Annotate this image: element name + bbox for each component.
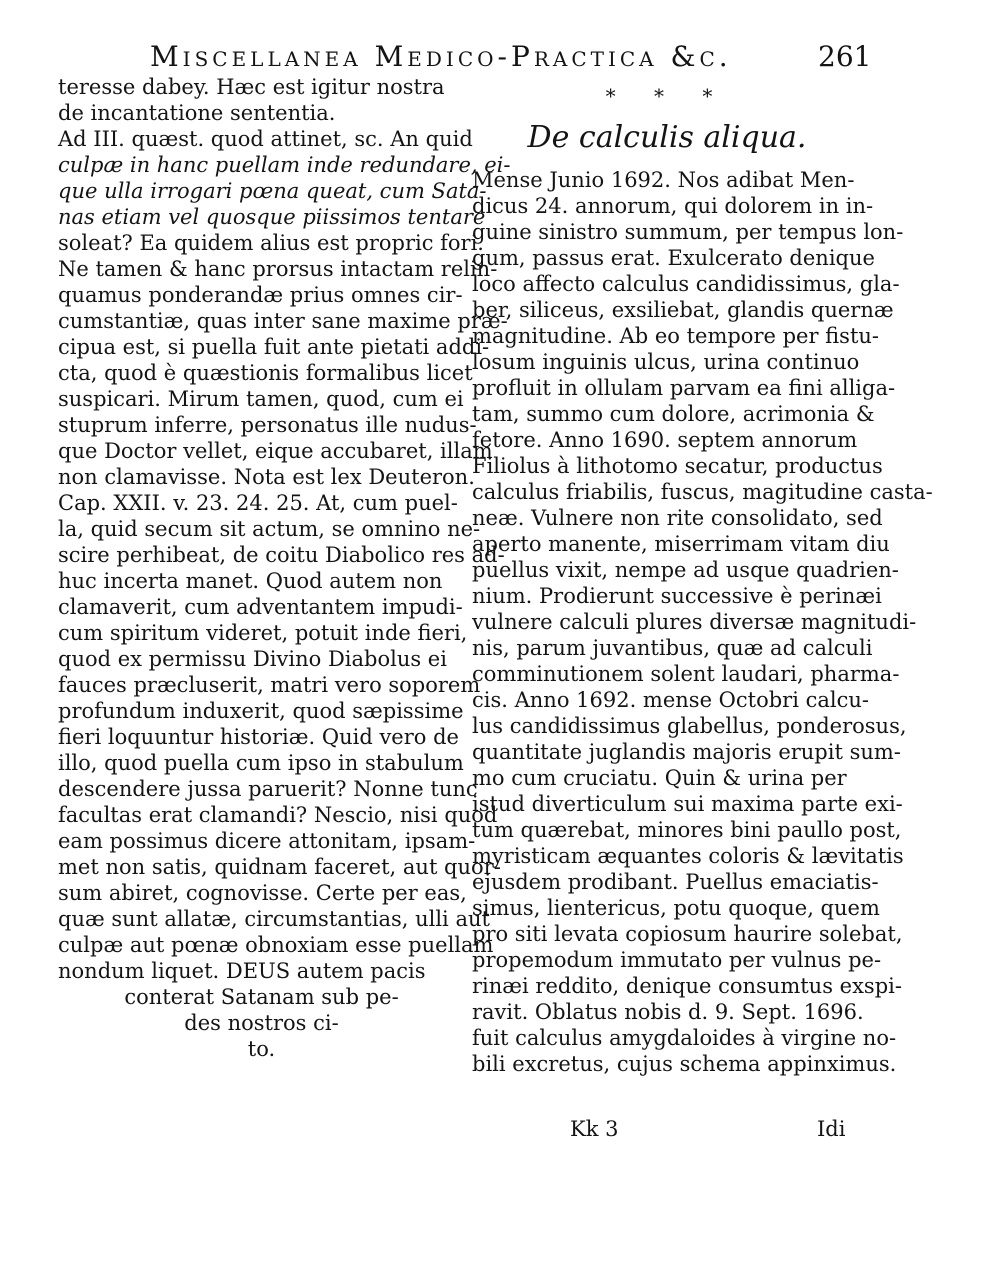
text-line: loco affecto calculus candidissimus, gla-: [472, 272, 900, 296]
text-line: Cap. XXII. v. 23. 24. 25. At, cum puel-: [58, 491, 458, 515]
text-line: gum, passus erat. Exulcerato denique: [472, 246, 875, 270]
text-line: propemodum immutato per vulnus pe-: [472, 948, 882, 972]
text-line: istud diverticulum sui maxima parte exi-: [472, 792, 903, 816]
text-line: mo cum cruciatu. Quin & urina per: [472, 766, 847, 790]
text-line: nondum liquet. DEUS autem pacis: [58, 959, 426, 983]
text-line: clamaverit, cum adventantem impudi-: [58, 595, 463, 619]
text-line: fuit calculus amygdaloides à virgine no-: [472, 1026, 897, 1050]
text-line: pro siti levata copiosum haurire solebat,: [472, 922, 903, 946]
text-line: descendere jussa paruerit? Nonne tunc: [58, 777, 478, 801]
text-line: cipua est, si puella fuit ante pietati addi-: [58, 335, 490, 359]
page-number: 261: [818, 40, 872, 73]
text-line: comminutionem solent laudari, pharma-: [472, 662, 900, 686]
closing-line: conterat Satanam sub pe-: [124, 985, 399, 1009]
text-line: dicus 24. annorum, qui dolorem in in-: [472, 194, 874, 218]
text-line: calculus friabilis, fuscus, magitudine casta-: [472, 480, 933, 504]
text-line: Ad III. quæst. quod attinet, sc. An quid: [58, 127, 473, 151]
text-line: ravit. Oblatus nobis d. 9. Sept. 1696.: [472, 1000, 864, 1024]
text-line: myristicam æquantes coloris & lævitatis: [472, 844, 904, 868]
text-line: cta, quod è quæstionis formalibus licet: [58, 361, 473, 385]
text-line: nium. Prodierunt successive è perinæi: [472, 584, 882, 608]
text-line: la, quid secum sit actum, se omnino ne-: [58, 517, 481, 541]
text-line: que ulla irrogari pœna queat, cum Sata-: [58, 179, 487, 203]
text-line: facultas erat clamandi? Nescio, nisi quod: [58, 803, 498, 827]
text-line: Mense Junio 1692. Nos adibat Men-: [472, 168, 855, 192]
text-line: cis. Anno 1692. mense Octobri calcu-: [472, 688, 869, 712]
text-line: lus candidissimus glabellus, ponderosus,: [472, 714, 907, 738]
text-line: teresse dabey. Hæc est igitur nostra: [58, 75, 445, 99]
asterism: * * *: [605, 84, 729, 108]
text-line: quamus ponderandæ prius omnes cir-: [58, 283, 463, 307]
text-line: profundum induxerit, quod sæpissime: [58, 699, 464, 723]
text-line: met non satis, quidnam faceret, aut quor-: [58, 855, 501, 879]
text-line: quæ sunt allatæ, circumstantias, ulli aut: [58, 907, 490, 931]
text-line: sum abiret, cognovisse. Certe per eas,: [58, 881, 467, 905]
text-line: fieri loquuntur historiæ. Quid vero de: [58, 725, 459, 749]
text-line: fauces præcluserit, matri vero soporem: [58, 673, 481, 697]
text-line: fetore. Anno 1690. septem annorum: [472, 428, 858, 452]
right-column: [472, 74, 933, 1077]
text-line: illo, quod puella cum ipso in stabulum: [58, 751, 464, 775]
text-line: rinæi reddito, denique consumtus exspi-: [472, 974, 902, 998]
running-title: Miscellanea Medico-Practica &c.: [150, 40, 732, 73]
text-line: cumstantiæ, quas inter sane maxime præ-: [58, 309, 508, 333]
text-line: nis, parum juvantibus, quæ ad calculi: [472, 636, 873, 660]
catchword: Idi: [817, 1117, 846, 1141]
text-line: puellus vixit, nempe ad usque quadrien-: [472, 558, 899, 582]
text-line: culpæ aut pœnæ obnoxiam esse puellam: [58, 933, 494, 957]
text-line: quantitate juglandis majoris erupit sum-: [472, 740, 901, 764]
text-line: suspicari. Mirum tamen, quod, cum ei: [58, 387, 464, 411]
text-line: profluit in ollulam parvam ea fini alliga-: [472, 376, 896, 400]
text-line: de incantatione sententia.: [58, 101, 336, 125]
left-column: [58, 74, 511, 1062]
text-line: cum spiritum videret, potuit inde fieri,: [58, 621, 468, 645]
text-line: non clamavisse. Nota est lex Deuteron.: [58, 465, 475, 489]
text-line: soleat? Ea quidem alius est propric fori.: [58, 231, 484, 255]
text-line: huc incerta manet. Quod autem non: [58, 569, 443, 593]
text-line: culpæ in hanc puellam inde redundare, ei-: [58, 153, 511, 177]
text-line: ber, siliceus, exsiliebat, glandis quernæ: [472, 298, 894, 322]
signature-mark: Kk 3: [570, 1117, 619, 1141]
text-line: vulnere calculi plures diversæ magnitudi-: [472, 610, 917, 634]
text-line: Filiolus à lithotomo secatur, productus: [472, 454, 883, 478]
closing-line: des nostros ci-: [184, 1011, 339, 1035]
text-line: eam possimus dicere attonitam, ipsam-: [58, 829, 476, 853]
text-line: Ne tamen & hanc prorsus intactam relin-: [58, 257, 498, 281]
text-line: stuprum inferre, personatus ille nudus-: [58, 413, 477, 437]
text-line: losum inguinis ulcus, urina continuo: [472, 350, 860, 374]
text-line: guine sinistro summum, per tempus lon-: [472, 220, 904, 244]
text-line: nas etiam vel quosque piissimos tentare: [58, 205, 486, 229]
text-line: aperto manente, miserrimam vitam diu: [472, 532, 890, 556]
section-heading: De calculis aliqua.: [527, 120, 807, 155]
text-line: tam, summo cum dolore, acrimonia &: [472, 402, 875, 426]
closing-line: to.: [247, 1037, 276, 1061]
text-line: quod ex permissu Divino Diabolus ei: [58, 647, 447, 671]
text-line: scire perhibeat, de coitu Diabolico res ad-: [58, 543, 505, 567]
text-line: bili excretus, cujus schema appinximus.: [472, 1052, 897, 1076]
text-line: neæ. Vulnere non rite consolidato, sed: [472, 506, 883, 530]
text-line: ejusdem prodibant. Puellus emaciatis-: [472, 870, 879, 894]
text-line: magnitudine. Ab eo tempore per fistu-: [472, 324, 880, 348]
text-line: que Doctor vellet, eique accubaret, illam: [58, 439, 493, 463]
text-line: simus, lientericus, potu quoque, quem: [472, 896, 880, 920]
text-line: tum quærebat, minores bini paullo post,: [472, 818, 902, 842]
